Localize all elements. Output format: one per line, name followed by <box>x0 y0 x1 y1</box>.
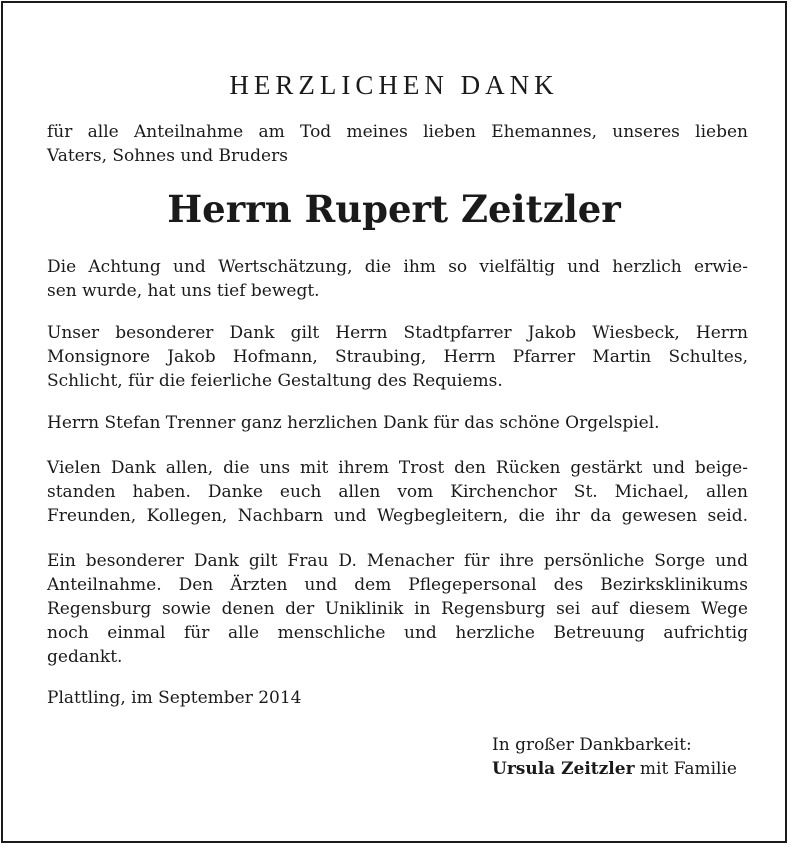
paragraph-line: Freunden, Kollegen, Nachbarn und Wegbegleitern, die ihr da gewesen seid. <box>47 506 748 526</box>
signature-block <box>492 733 737 781</box>
obituary-notice <box>1 1 787 843</box>
place-date <box>47 686 748 710</box>
signer-name: Ursula Zeitzler <box>492 759 635 779</box>
paragraph-line: standen haben. Danke euch allen vom Kirchenchor St. Michael, allen <box>47 482 748 502</box>
paragraph-line: Monsignore Jakob Hofmann, Straubing, Herrn Pfarrer Martin Schultes, <box>47 347 748 367</box>
paragraph-community-thanks <box>47 456 748 528</box>
paragraph-line: Anteilnahme. Den Ärzten und dem Pflegepersonal des Bezirksklinikums <box>47 575 748 595</box>
paragraph-line: Die Achtung und Wertschätzung, die ihm so vielfältig und herzlich erwie- <box>47 257 748 277</box>
paragraph-line: Regensburg sowie denen der Uniklinik in Regensburg sei auf diesem Wege <box>47 599 748 619</box>
paragraph-clergy-thanks <box>47 321 748 393</box>
paragraph-organist-thanks <box>47 411 748 435</box>
signer-line <box>492 757 737 781</box>
paragraph-line: noch einmal für alle menschliche und herzliche Betreuung aufrichtig <box>47 623 748 643</box>
paragraph-line: Vielen Dank allen, die uns mit ihrem Trost den Rücken gestärkt und beige- <box>47 458 748 478</box>
signer-suffix: mit Familie <box>634 759 737 779</box>
intro-line: Vaters, Sohnes und Bruders <box>47 146 288 166</box>
paragraph-line: Unser besonderer Dank gilt Herrn Stadtpfarrer Jakob Wiesbeck, Herrn <box>47 323 748 343</box>
closing-line: In großer Dankbarkeit: <box>492 735 692 755</box>
paragraph-line: Herrn Stefan Trenner ganz herzlichen Dank für das schöne Orgelspiel. <box>47 413 660 433</box>
intro-paragraph <box>47 120 748 168</box>
notice-heading: HERZLICHEN DANK <box>229 70 559 100</box>
deceased-name: Herrn Rupert Zeitzler <box>167 187 621 231</box>
paragraph-line: Schlicht, für die feierliche Gestaltung des Requiems. <box>47 371 503 391</box>
paragraph-care-thanks <box>47 549 748 669</box>
intro-line: für alle Anteilnahme am Tod meines lieben Ehemannes, unseres lieben <box>47 122 748 142</box>
paragraph-line: sen wurde, hat uns tief bewegt. <box>47 281 320 301</box>
paragraph-line: Ein besonderer Dank gilt Frau D. Menacher für ihre persönliche Sorge und <box>47 551 748 571</box>
paragraph-line: gedankt. <box>47 647 123 667</box>
place-date-line: Plattling, im September 2014 <box>47 688 302 708</box>
paragraph-appreciation <box>47 255 748 303</box>
